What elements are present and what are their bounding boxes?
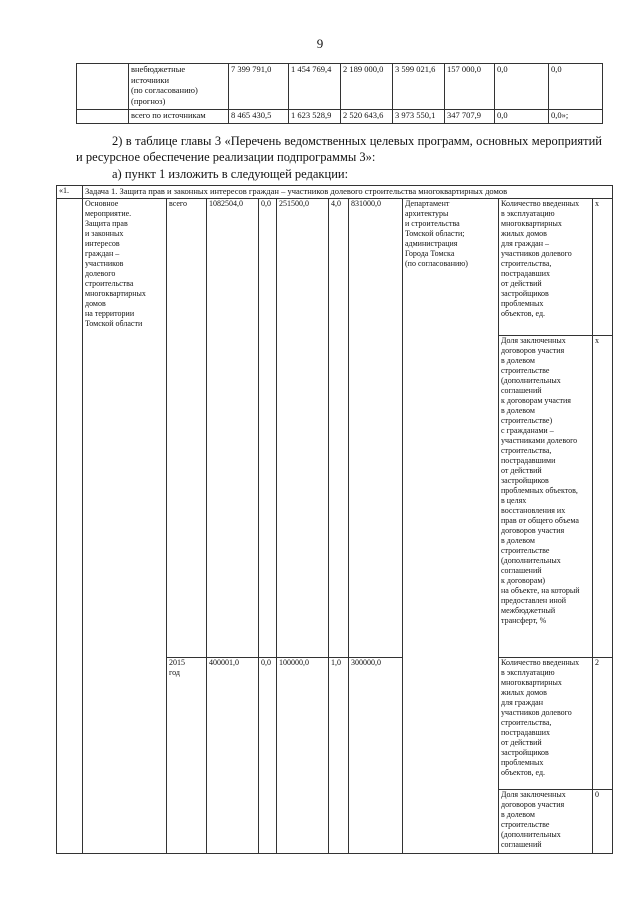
value-cell: 157 000,0 [445,64,495,110]
empty-cell [57,199,83,854]
value-cell: 831000,0 [349,199,403,658]
task-heading: Задача 1. Защита прав и законных интересов граждан – участников долевого строительства многоквартирных домов [83,186,613,199]
event-description: Основное мероприятие. Защита прав и законных интересов граждан – участников долевого строительства многоквартирных домов на территории Томской области [83,199,167,854]
row-number: «1. [57,186,83,199]
value-cell: 1 623 528,9 [289,110,341,124]
period-cell: всего [167,199,207,658]
value-cell: 251500,0 [277,199,329,658]
value-cell: 2 189 000,0 [341,64,393,110]
paragraph-item1: а) пункт 1 изложить в следующей редакции: [112,167,349,181]
indicator-name: Количество введенных в эксплуатацию многоквартирных жилых домов для граждан участников долевого строительства, пострадавших от действий застройщиков проблемных объектов, ед. [499,658,593,790]
value-cell: 1 454 769,4 [289,64,341,110]
value-cell: 347 707,9 [445,110,495,124]
value-cell: 0,0 [259,658,277,854]
paragraph-table-chapter3: 2) в таблице главы 3 «Перечень ведомственных целевых программ, основных мероприятий и ресурсное обеспечение реализации подпрограммы 3»: [76,134,602,164]
period-cell: 2015 год [167,658,207,854]
executor-cell: Департамент архитектуры и строительства Томской области; администрация Города Томска (по согласованию) [403,199,499,854]
empty-cell [77,110,129,124]
indicator-name: Количество введенных в эксплуатацию многоквартирных жилых домов для граждан – участников долевого строительства, пострадавших от действий застройщиков проблемных объектов, ед. [499,199,593,336]
empty-cell [77,64,129,110]
indicator-name: Доля заключенных договоров участия в долевом строительстве (дополнительных соглашений [499,790,593,854]
indicator-value: x [593,336,613,658]
top-funding-table [76,63,603,124]
value-cell: 400001,0 [207,658,259,854]
value-cell: 0,0 [549,64,603,110]
value-cell: 2 520 643,6 [341,110,393,124]
value-cell: 0,0 [495,110,549,124]
table-row [77,110,603,124]
value-cell: 0,0 [495,64,549,110]
table-row [57,199,613,336]
value-cell: 1,0 [329,658,349,854]
value-cell: 300000,0 [349,658,403,854]
row-label: внебюджетные источники (по согласованию) (прогноз) [129,64,229,110]
value-cell: 4,0 [329,199,349,658]
main-program-table [56,185,613,854]
task-row [57,186,613,199]
value-cell: 8 465 430,5 [229,110,289,124]
value-cell: 0,0»; [549,110,603,124]
value-cell: 3 973 550,1 [393,110,445,124]
value-cell: 3 599 021,6 [393,64,445,110]
indicator-value: x [593,199,613,336]
indicator-value: 2 [593,658,613,790]
table-row [77,64,603,110]
value-cell: 100000,0 [277,658,329,854]
indicator-value: 0 [593,790,613,854]
row-label: всего по источникам [129,110,229,124]
indicator-name: Доля заключенных договоров участия в долевом строительстве (дополнительных соглашений к договорам участия в долевом строительстве) с гражданами – участниками долевого строительства, пострадавшими от действий застройщиков проблемных объектов, в целях восстановления их прав от общего объема договоров участия в долевом строительстве (дополнительных соглашений к договорам) на объекте, на который предоставлен иной межбюджетный трансферт, % [499,336,593,658]
page-number: 9 [316,36,324,51]
value-cell: 7 399 791,0 [229,64,289,110]
value-cell: 0,0 [259,199,277,658]
value-cell: 1082504,0 [207,199,259,658]
